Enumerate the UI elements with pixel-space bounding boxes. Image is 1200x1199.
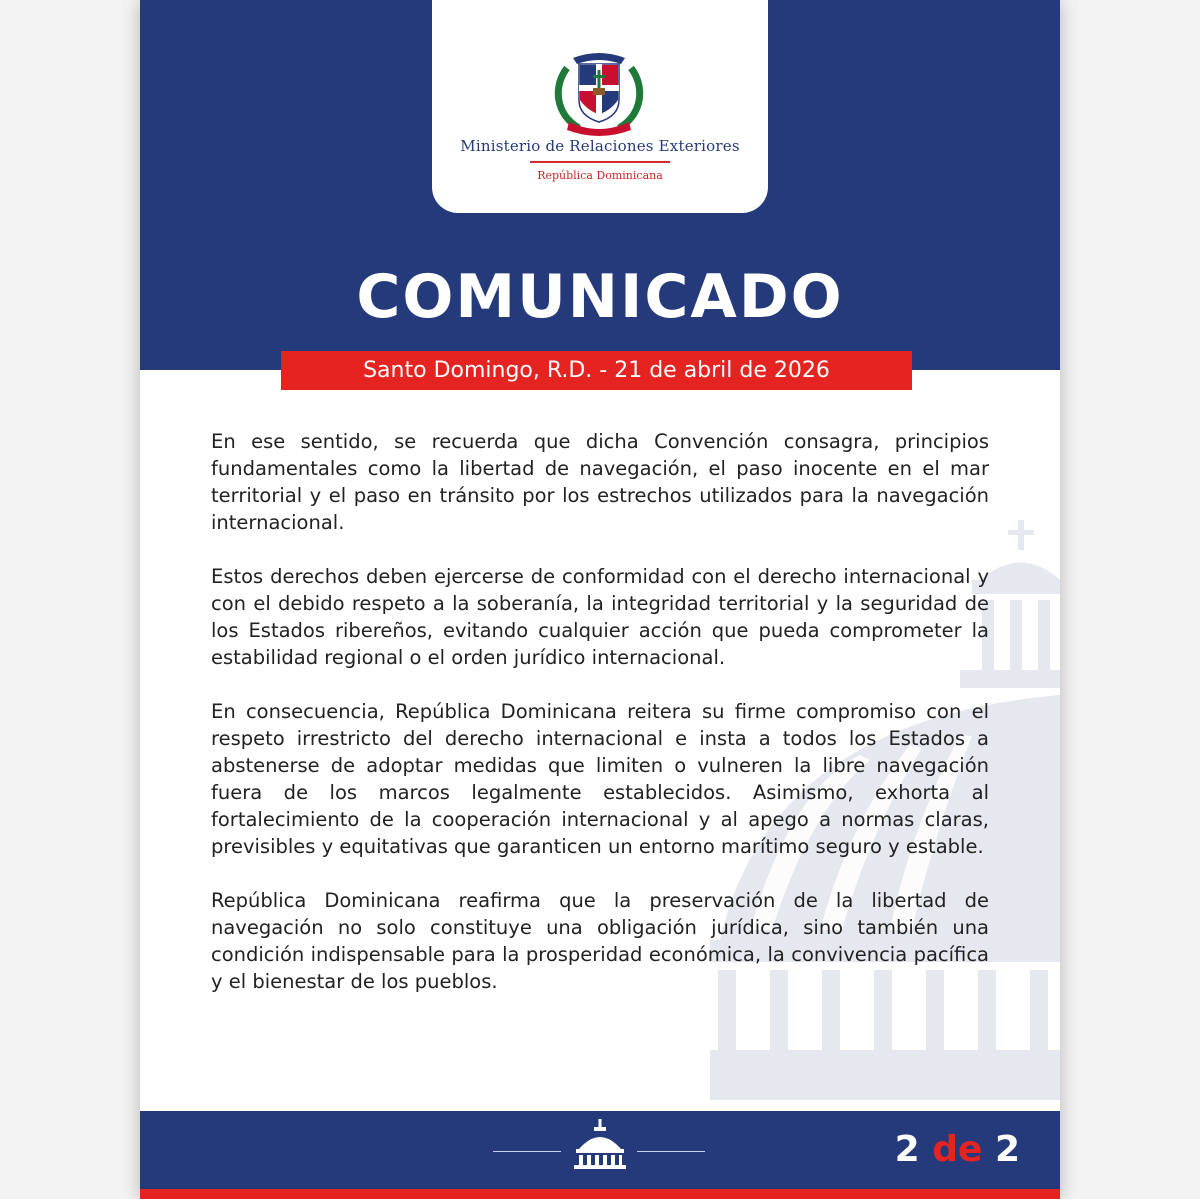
document-title: COMUNICADO: [356, 262, 844, 332]
footer-red-stripe: [140, 1189, 1060, 1199]
ministry-name: Ministerio de Relaciones Exteriores: [460, 137, 740, 155]
footer-band: [140, 1111, 1060, 1189]
page-total: 2: [994, 1129, 1020, 1170]
body-paragraph: En ese sentido, se recuerda que dicha Convención consagra, principios fundamentales como la libertad de navegación, el paso inocente en el mar territorial y el paso en tránsito por los estrechos utilizados para la navegación internacional.: [211, 430, 989, 534]
footer-divider-right: [637, 1151, 705, 1152]
country-name: República Dominicana: [537, 169, 663, 182]
ministry-logo-card: [432, 0, 768, 213]
page-separator: de: [919, 1129, 995, 1170]
body-text: [211, 428, 989, 1022]
page-number: [860, 1129, 1020, 1170]
body-paragraph: República Dominicana reafirma que la preservación de la libertad de navegación no solo constituye una obligación jurídica, sino también una condición indispensable para la prosperidad económica, la convivencia pacífica y el bienestar de los pueblos.: [211, 889, 989, 993]
coat-of-arms-icon: [549, 48, 649, 138]
body-paragraph: Estos derechos deben ejercerse de conformidad con el derecho internacional y con el debido respeto a la soberanía, la integridad territorial y la seguridad de los Estados ribereños, evitando cualquier acción que pueda comprometer la estabilidad regional o el orden jurídico internacional.: [211, 565, 989, 669]
capitol-dome-icon: [573, 1119, 627, 1171]
footer-divider-left: [493, 1151, 561, 1152]
page-current: 2: [894, 1129, 920, 1170]
date-line: Santo Domingo, R.D. - 21 de abril de 2026: [281, 351, 912, 390]
header-band: [140, 0, 1060, 370]
ministry-divider: [530, 161, 670, 163]
press-release-sheet: [140, 0, 1060, 1199]
body-paragraph: En consecuencia, República Dominicana reitera su firme compromiso con el respeto irrestricto del derecho internacional e insta a todos los Estados a abstenerse de adoptar medidas que limiten o vulneren la libre navegación fuera de los marcos legalmente establecidos. Asimismo, exhorta al fortalecimiento de la cooperación internacional y al apego a normas claras, previsibles y equitativas que garanticen un entorno marítimo seguro y estable.: [211, 700, 989, 858]
